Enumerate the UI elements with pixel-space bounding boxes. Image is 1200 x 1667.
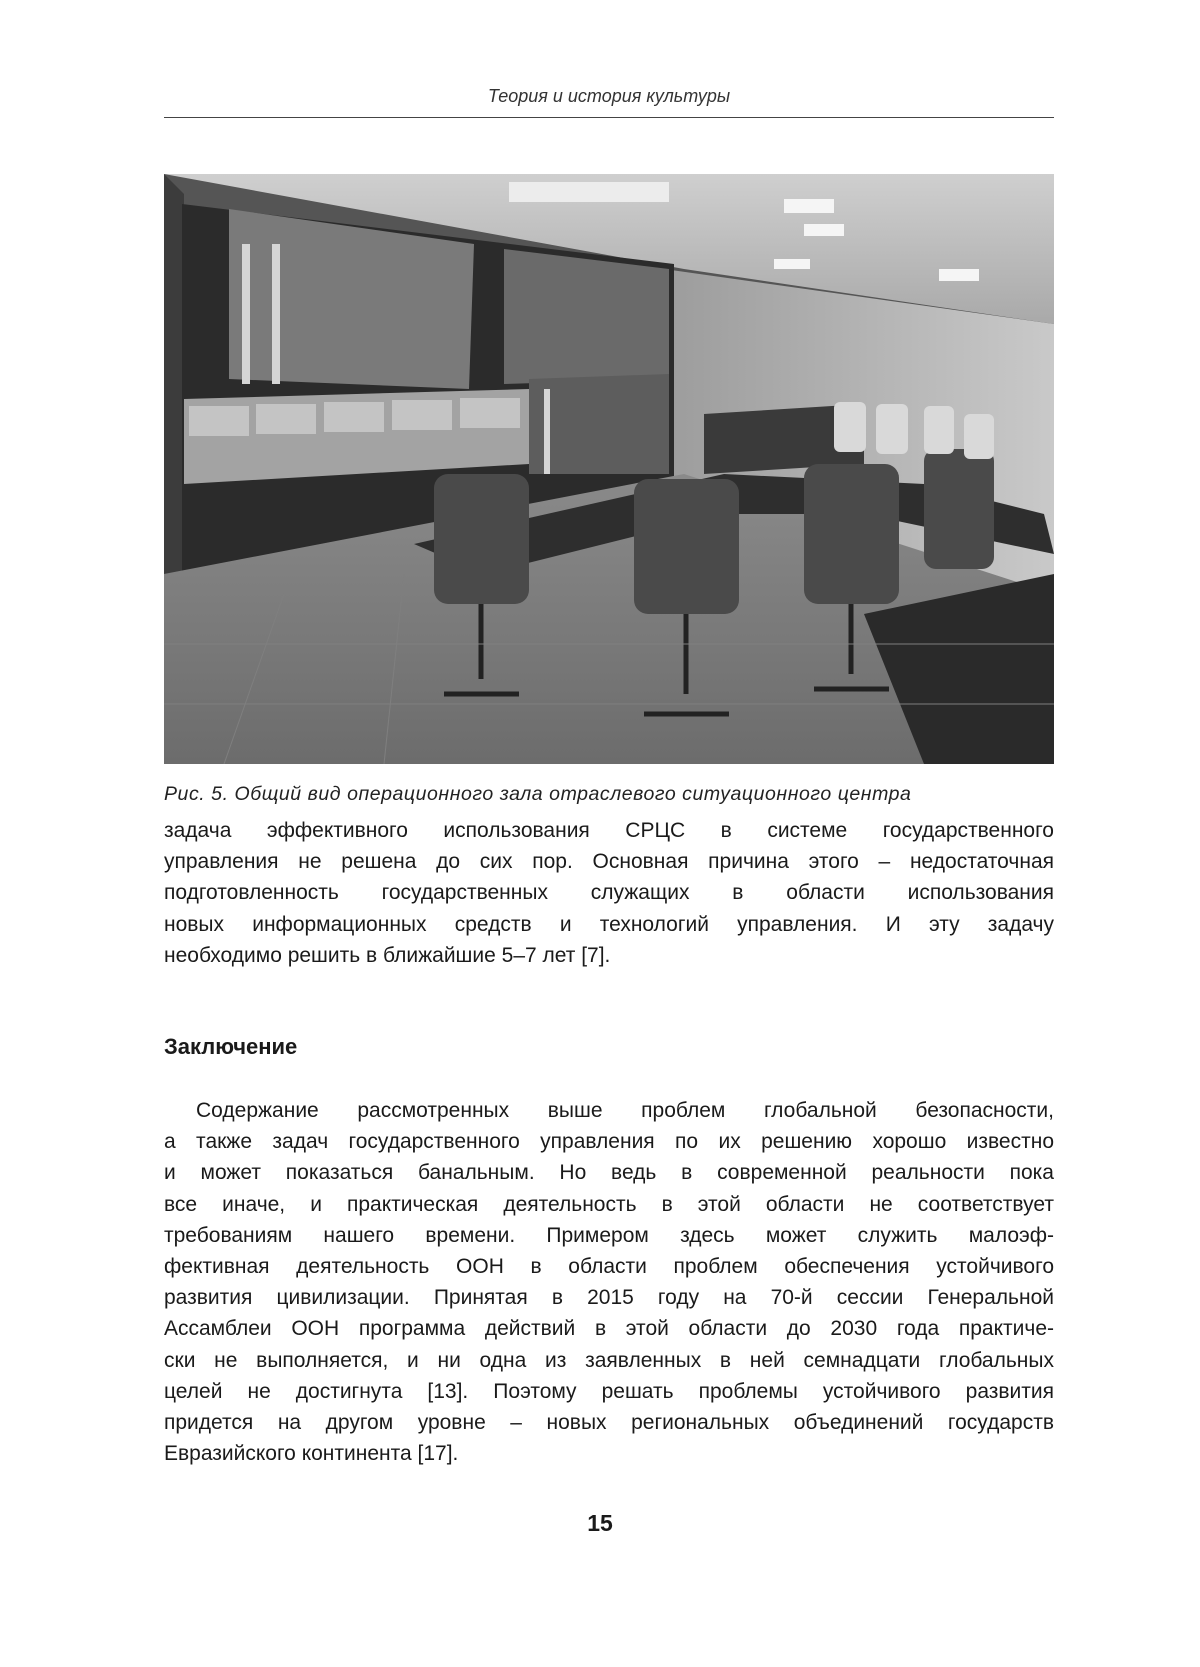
text-line: придется на другом уровне – новых региональных объединений государств — [164, 1411, 1054, 1435]
section-heading: Заключение — [164, 1034, 298, 1059]
running-title: Теория и история культуры — [487, 86, 731, 106]
text-line: развития цивилизации. Принятая в 2015 году на 70-й сессии Генеральной — [164, 1286, 1054, 1310]
text-line: все иначе, и практическая деятельность в этой области не соответствует — [164, 1192, 1054, 1216]
header-rule — [164, 117, 1054, 118]
text-line: Содержание рассмотренных выше проблем глобальной безопасности, — [196, 1099, 1054, 1122]
figure-photo — [164, 174, 1054, 764]
text-line: и может показаться банальным. Но ведь в современной реальности пока — [164, 1161, 1054, 1185]
text-line: целей не достигнута [13]. Поэтому решать проблемы устойчивого развития — [164, 1379, 1054, 1403]
text-line: подготовленность государственных служащих в области использования — [164, 881, 1054, 905]
page-number: 15 — [587, 1510, 613, 1536]
text-line: управления не решена до сих пор. Основная причина этого – недостаточная — [164, 850, 1054, 874]
text-line: необходимо решить в ближайшие 5–7 лет [7]. — [164, 943, 611, 967]
paragraph-continuation — [164, 815, 1054, 971]
text-line: Евразийского континента [17]. — [164, 1442, 459, 1466]
text-line: фективная деятельность ООН в области проблем обеспечения устойчивого — [164, 1255, 1054, 1279]
operations-hall-image — [164, 174, 1054, 764]
paragraph-conclusion — [164, 1095, 1054, 1469]
text-line: а также задач государственного управления по их решению хорошо известно — [164, 1130, 1054, 1154]
text-line: Ассамблеи ООН программа действий в этой области до 2030 года практиче- — [164, 1317, 1054, 1341]
figure-caption: Рис. 5. Общий вид операционного зала отраслевого ситуационного центра — [164, 783, 912, 805]
text-line: ски не выполняется, и ни одна из заявленных в ней семнадцати глобальных — [164, 1348, 1054, 1372]
text-line: требованиям нашего времени. Примером здесь может служить малоэф- — [164, 1223, 1054, 1247]
text-line: задача эффективного использования СРЦС в системе государственного — [164, 819, 1054, 842]
text-line: новых информационных средств и технологий управления. И эту задачу — [164, 912, 1054, 936]
